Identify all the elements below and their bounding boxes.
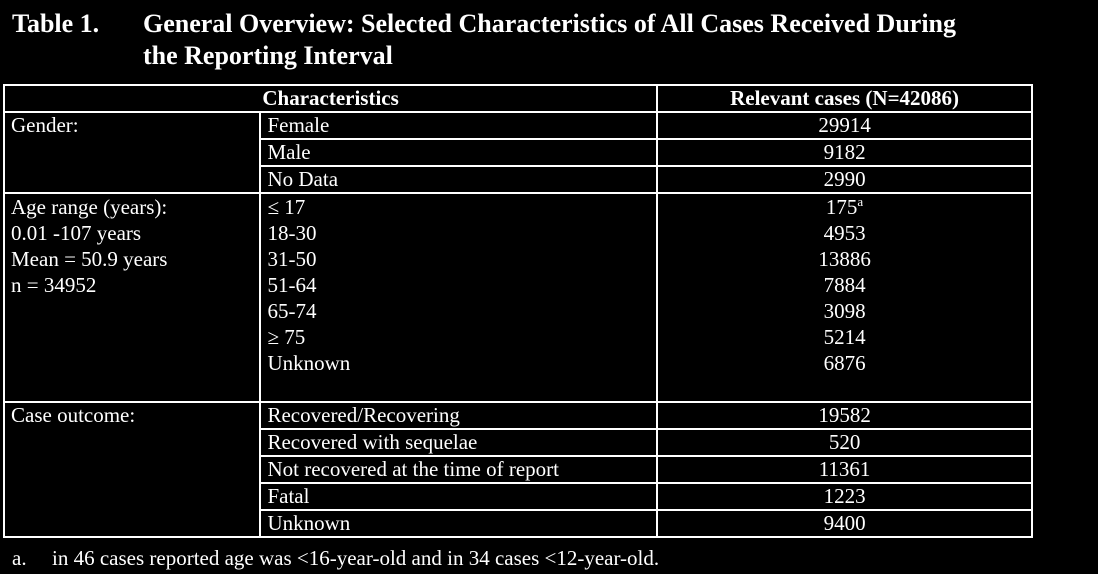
age-ranges — [260, 193, 657, 402]
table-title — [12, 8, 1092, 74]
outcome-label: Case outcome: — [4, 402, 260, 537]
footnote-text: in 46 cases reported age was <16-year-old and in 34 cases <12-year-old. — [52, 546, 660, 570]
gender-label: Gender: — [4, 112, 260, 193]
gender-name: No Data — [260, 166, 657, 193]
table-caption-line-1: General Overview: Selected Characteristics of All Cases Received During — [143, 9, 957, 38]
age-label-line: Mean = 50.9 years — [11, 247, 168, 271]
characteristics-table — [3, 84, 1033, 538]
outcome-name: Recovered/Recovering — [260, 402, 657, 429]
header-row — [4, 85, 1032, 112]
table-footnote — [12, 545, 659, 571]
outcome-value: 520 — [657, 429, 1032, 456]
age-value: 5214 — [823, 325, 866, 349]
footnote-marker: a — [857, 194, 864, 209]
table-row — [4, 193, 1032, 402]
age-range-name: ≥ 75 — [267, 325, 306, 349]
outcome-value: 1223 — [657, 483, 1032, 510]
outcome-name: Recovered with sequelae — [260, 429, 657, 456]
table-caption — [143, 8, 1043, 72]
outcome-value: 11361 — [657, 456, 1032, 483]
gender-value: 2990 — [657, 166, 1032, 193]
age-label — [4, 193, 260, 402]
table-caption-line-2: the Reporting Interval — [143, 41, 393, 70]
age-label-line: n = 34952 — [11, 273, 97, 297]
outcome-name: Not recovered at the time of report — [260, 456, 657, 483]
age-value: 4953 — [823, 221, 866, 245]
age-value: 13886 — [818, 247, 871, 271]
age-range-name: ≤ 17 — [267, 195, 306, 219]
table-row — [4, 402, 1032, 429]
characteristics-header: Characteristics — [4, 85, 657, 112]
age-value-number: 175 — [825, 195, 858, 219]
outcome-name: Unknown — [260, 510, 657, 537]
age-label-line: 0.01 -107 years — [11, 221, 142, 245]
age-range-name: 18-30 — [267, 221, 317, 245]
gender-name: Female — [260, 112, 657, 139]
gender-name: Male — [260, 139, 657, 166]
table-number: Table 1. — [12, 9, 100, 38]
outcome-value: 9400 — [657, 510, 1032, 537]
age-value: 3098 — [823, 299, 866, 323]
age-label-line: Age range (years): — [11, 195, 168, 219]
outcome-value: 19582 — [657, 402, 1032, 429]
age-value: 7884 — [823, 273, 866, 297]
table-row — [4, 112, 1032, 139]
age-range-name: 31-50 — [267, 247, 317, 271]
gender-value: 9182 — [657, 139, 1032, 166]
relevant-cases-header: Relevant cases (N=42086) — [657, 85, 1032, 112]
age-range-name: 65-74 — [267, 299, 317, 323]
footnote-mark: a. — [12, 546, 27, 570]
gender-value: 29914 — [657, 112, 1032, 139]
age-values — [657, 193, 1032, 402]
outcome-name: Fatal — [260, 483, 657, 510]
age-value — [664, 194, 1025, 220]
age-range-name: Unknown — [267, 351, 351, 375]
age-value: 6876 — [823, 351, 866, 375]
age-range-name: 51-64 — [267, 273, 317, 297]
